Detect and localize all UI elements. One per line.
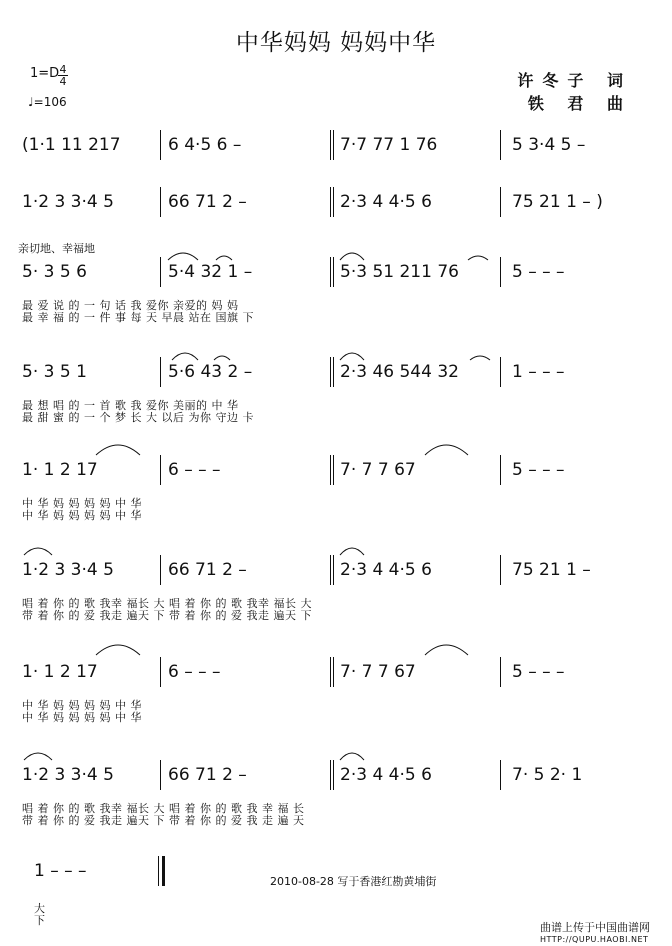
measure: 5 – – –	[512, 662, 565, 682]
time-signature	[58, 64, 68, 87]
bar-line	[160, 257, 161, 287]
measure: 1 – – –	[512, 362, 565, 382]
bar-line	[333, 357, 334, 387]
bar-line	[500, 357, 501, 387]
slur	[96, 445, 140, 455]
score-row	[0, 357, 672, 387]
measure: 66 71 2 –	[168, 560, 247, 580]
song-title: 中华妈妈 妈妈中华	[235, 30, 437, 56]
measure: 1·2 3 3·4 5	[22, 765, 114, 785]
measure: 2·3 4 4·5 6	[340, 560, 432, 580]
score-row	[0, 555, 672, 585]
bar-line	[500, 555, 501, 585]
measure: 1·2 3 3·4 5	[22, 192, 114, 212]
bar-line	[330, 130, 331, 160]
measure: 75 21 1 –	[512, 560, 591, 580]
bar-line	[330, 257, 331, 287]
bar-line	[500, 257, 501, 287]
measure: 5 3·4 5 –	[512, 135, 586, 155]
meter-top: 4	[59, 63, 67, 76]
lyric-line: 下	[34, 914, 46, 927]
key-signature: 1=D	[30, 66, 60, 81]
score-row	[0, 760, 672, 790]
composition-date-note: 2010-08-28 写于香港红勘黄埔街	[270, 875, 437, 888]
measure: 6 – – –	[168, 662, 221, 682]
measure: 5 – – –	[512, 262, 565, 282]
measure: 7· 5 2· 1	[512, 765, 583, 785]
lyric-line: 唱 着 你 的 歌 我幸 福长 大 唱 着 你 的 歌 我 幸 福 长	[22, 802, 305, 815]
bar-line	[330, 357, 331, 387]
measure: 6 – – –	[168, 460, 221, 480]
score-row	[0, 657, 672, 687]
measure: 2·3 4 4·5 6	[340, 192, 432, 212]
measure: 7·7 77 1 76	[340, 135, 438, 155]
bar-line	[500, 187, 501, 217]
bar-line	[160, 760, 161, 790]
slur	[24, 548, 52, 555]
lyric-line: 最 甜 蜜 的 一 个 梦 长 大 以后 为你 守边 卡	[22, 411, 254, 424]
measure: 7· 7 7 67	[340, 662, 416, 682]
measure: 7· 7 7 67	[340, 460, 416, 480]
measure: 66 71 2 –	[168, 192, 247, 212]
measure: 5· 3 5 6	[22, 262, 87, 282]
expression-marking: 亲切地、幸福地	[18, 242, 95, 255]
lyricist-credit: 许冬子 词	[517, 71, 632, 90]
lyric-line: 最 爱 说 的 一 句 话 我 爱你 亲爱的 妈 妈	[22, 299, 239, 312]
final-bar-line	[158, 856, 159, 886]
measure: 6 4·5 6 –	[168, 135, 242, 155]
measure: 75 21 1 – )	[512, 192, 603, 212]
measure: 5·3 51 211 76	[340, 262, 459, 282]
score-row	[0, 257, 672, 287]
measure: 2·3 46 544 32	[340, 362, 459, 382]
bar-line	[160, 357, 161, 387]
score-row	[0, 187, 672, 217]
lyric-line: 中 华 妈 妈 妈 妈 中 华	[22, 497, 142, 510]
measure: 1· 1 2 17	[22, 662, 98, 682]
measure: 5·4 32 1 –	[168, 262, 253, 282]
score-row	[0, 130, 672, 160]
meter-bottom: 4	[59, 75, 67, 88]
bar-line	[330, 657, 331, 687]
watermark-line1: 曲谱上传于中国曲谱网	[540, 921, 650, 934]
lyric-line: 带 着 你 的 爱 我走 遍天 下 带 着 你 的 爱 我走 遍天 下	[22, 609, 312, 622]
bar-line	[333, 455, 334, 485]
measure: 5·6 43 2 –	[168, 362, 253, 382]
lyric-line: 中 华 妈 妈 妈 妈 中 华	[22, 711, 142, 724]
measure: (1·1 11 217	[22, 135, 121, 155]
slur	[24, 753, 52, 760]
bar-line	[333, 657, 334, 687]
lyric-line: 唱 着 你 的 歌 我幸 福长 大 唱 着 你 的 歌 我幸 福长 大	[22, 597, 312, 610]
slur	[96, 645, 140, 655]
measure: 66 71 2 –	[168, 765, 247, 785]
measure: 1· 1 2 17	[22, 460, 98, 480]
slur	[425, 645, 468, 655]
bar-line	[160, 657, 161, 687]
slur	[340, 753, 364, 760]
lyric-line: 中 华 妈 妈 妈 妈 中 华	[22, 699, 142, 712]
measure: 5· 3 5 1	[22, 362, 87, 382]
bar-line	[500, 657, 501, 687]
lyric-line: 带 着 你 的 爱 我走 遍天 下 带 着 你 的 爱 我 走 遍 天	[22, 814, 305, 827]
measure: 1·2 3 3·4 5	[22, 560, 114, 580]
tempo-marking: ♩=106	[28, 95, 67, 109]
bar-line	[330, 187, 331, 217]
bar-line	[500, 130, 501, 160]
bar-line	[333, 760, 334, 790]
score-row	[0, 455, 672, 485]
lyric-line: 中 华 妈 妈 妈 妈 中 华	[22, 509, 142, 522]
measure: 5 – – –	[512, 460, 565, 480]
final-bar-line	[162, 856, 165, 886]
bar-line	[160, 555, 161, 585]
bar-line	[160, 455, 161, 485]
watermark-line2: HTTP://QUPU.HAOBI.NET	[540, 935, 649, 944]
slur	[425, 445, 468, 455]
site-watermark	[540, 922, 650, 946]
bar-line	[330, 555, 331, 585]
bar-line	[330, 760, 331, 790]
lyric-line: 大	[34, 902, 46, 915]
bar-line	[500, 455, 501, 485]
bar-line	[333, 130, 334, 160]
bar-line	[333, 257, 334, 287]
measure: 2·3 4 4·5 6	[340, 765, 432, 785]
bar-line	[330, 455, 331, 485]
lyric-line: 最 幸 福 的 一 件 事 每 天 早晨 站在 国旗 下	[22, 311, 254, 324]
slur	[340, 548, 364, 555]
lyric-line: 最 想 唱 的 一 首 歌 我 爱你 美丽的 中 华	[22, 399, 239, 412]
composer-credit: 铁 君 曲	[527, 94, 632, 113]
bar-line	[160, 130, 161, 160]
bar-line	[160, 187, 161, 217]
bar-line	[333, 555, 334, 585]
bar-line	[500, 760, 501, 790]
bar-line	[333, 187, 334, 217]
measure: 1 – – –	[34, 861, 87, 881]
